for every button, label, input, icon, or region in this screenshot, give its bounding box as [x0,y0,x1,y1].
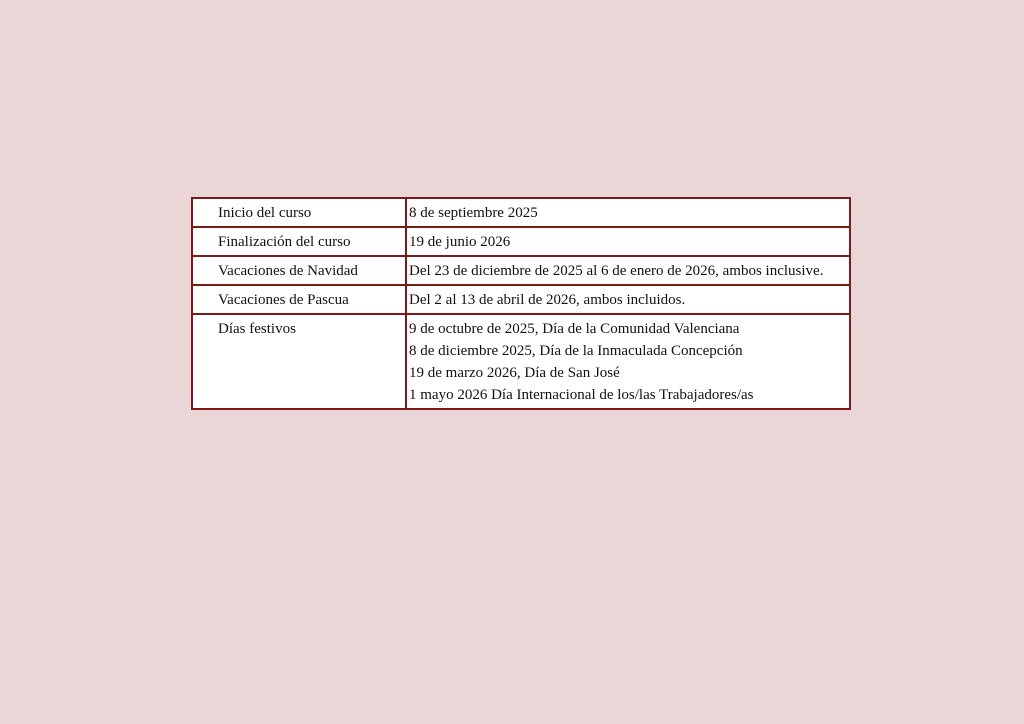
row-label: Vacaciones de Pascua [192,285,406,314]
row-value: Del 23 de diciembre de 2025 al 6 de enero de 2026, ambos inclusive. [406,256,850,285]
holiday-item: 19 de marzo 2026, Día de San José [409,365,620,381]
table-row [192,256,850,285]
table-row [192,314,850,409]
table-row [192,227,850,256]
row-value: 19 de junio 2026 [406,227,850,256]
holiday-item: 9 de octubre de 2025, Día de la Comunidad Valenciana [409,321,740,337]
school-calendar-table [191,197,851,410]
row-label: Días festivos [192,314,406,409]
row-value: 8 de septiembre 2025 [406,198,850,227]
holiday-item: 1 mayo 2026 Día Internacional de los/las Trabajadores/as [409,387,754,403]
table-row [192,198,850,227]
row-label: Finalización del curso [192,227,406,256]
row-label: Inicio del curso [192,198,406,227]
holiday-item: 8 de diciembre 2025, Día de la Inmaculada Concepción [409,343,743,359]
holiday-list [406,314,850,409]
row-label: Vacaciones de Navidad [192,256,406,285]
row-value: Del 2 al 13 de abril de 2026, ambos incluidos. [406,285,850,314]
table-row [192,285,850,314]
